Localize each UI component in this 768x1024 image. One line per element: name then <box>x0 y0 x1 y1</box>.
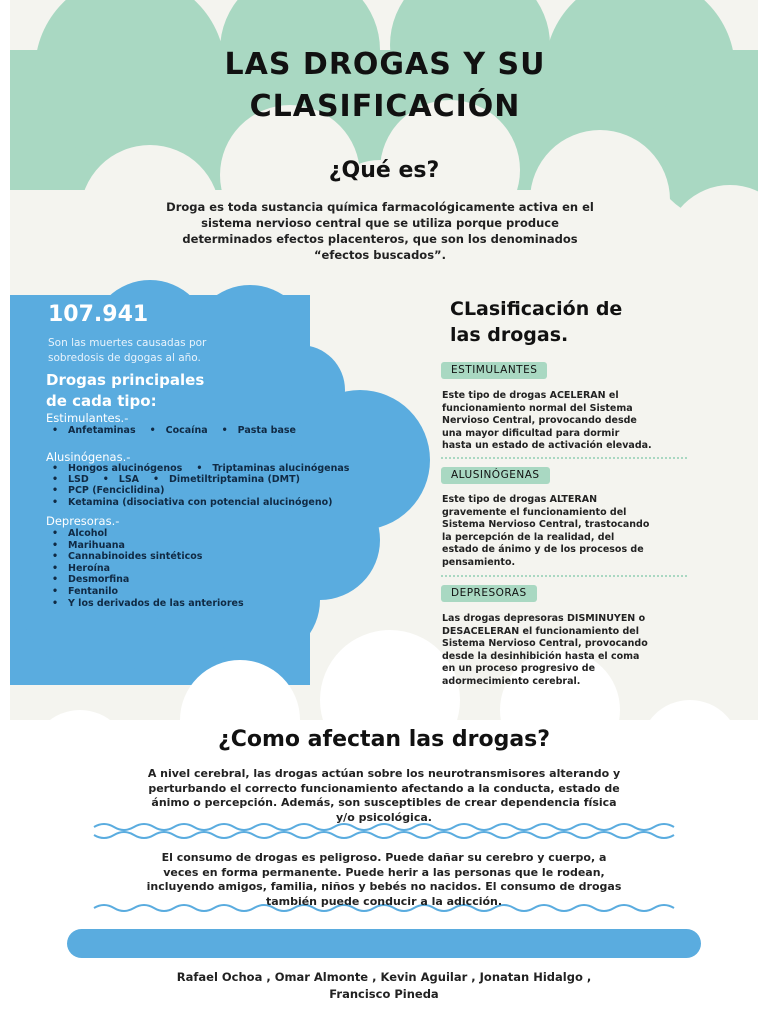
desc-line: Sistema Nervioso Central, trastocando <box>442 519 650 531</box>
clasificacion-title-line: las drogas. <box>450 324 569 346</box>
que-es-line: sistema nervioso central que se utiliza porque produce <box>201 216 559 230</box>
list-item: • Hongos alucinógenos <box>52 463 182 474</box>
title-line-2: CLASIFICACIÓN <box>249 89 521 124</box>
desc-line: DESACELERAN el funcionamiento del <box>442 625 639 637</box>
list-item: • Dimetiltriptamina (DMT) <box>153 474 300 485</box>
desc-line: la percepción de la realidad, del <box>442 531 615 543</box>
desc-line: estado de ánimo y de los procesos de <box>442 544 644 556</box>
que-es-line: determinados efectos placenteros, que son los denominados <box>182 232 578 246</box>
list-item: • Desmorfina <box>52 574 244 586</box>
list-item: • LSA <box>103 474 139 485</box>
principales-title <box>46 370 276 412</box>
que-es-line: Droga es toda sustancia química farmacológicamente activa en el <box>166 200 594 214</box>
desc-line: gravemente el funcionamiento del <box>442 506 627 518</box>
alusinogenas-row-1 <box>52 463 363 475</box>
que-es-text <box>100 199 660 263</box>
desc-line: Este tipo de drogas ALTERAN <box>442 494 598 505</box>
para-line: veces en forma permanente. Puede herir a las personas que le rodean, <box>163 865 605 879</box>
authors <box>100 969 668 1003</box>
list-item: • Ketamina (disociativa con potencial alucinógeno) <box>52 497 332 509</box>
list-item: • Marihuana <box>52 540 244 552</box>
desc-line: adormecimiento cerebral. <box>442 675 581 687</box>
desc-line: una mayor dificultad para dormir <box>442 427 620 439</box>
title-line-1: LAS DROGAS Y SU <box>224 47 546 82</box>
para-line: A nivel cerebral, las drogas actúan sobre los neurotransmisores alterando y <box>147 767 621 780</box>
deaths-stat-number: 107.941 <box>48 302 149 327</box>
desc-line: Las drogas depresoras DISMINUYEN o <box>442 613 646 624</box>
poster-title <box>150 44 620 128</box>
authors-line: Francisco Pineda <box>329 987 439 1001</box>
list-item: • Alcohol <box>52 528 244 540</box>
alusinogenas-label: Alusinógenas.- <box>46 450 131 464</box>
list-item: • PCP (Fenciclidina) <box>52 485 332 497</box>
estimulantes-badge: ESTIMULANTES <box>441 362 547 379</box>
list-item: • Anfetaminas <box>52 425 136 436</box>
blue-bar <box>67 929 701 958</box>
estimulantes-label: Estimulantes.- <box>46 411 129 425</box>
authors-line: Rafael Ochoa , Omar Almonte , Kevin Aguilar , Jonatan Hidalgo , <box>176 970 592 984</box>
clasificacion-title <box>450 296 710 348</box>
afectan-paragraph-1 <box>100 767 668 825</box>
para-line: perturbando el correcto funcionamiento afectando a la conducta, estado de <box>148 781 620 795</box>
list-item: • Y los derivados de las anteriores <box>52 598 244 610</box>
afectan-heading: ¿Como afectan las drogas? <box>217 727 551 752</box>
principales-title-line: Drogas principales <box>46 371 205 389</box>
desc-line: hasta un estado de activación elevada. <box>442 440 652 452</box>
para-line: y/o psicológica. <box>336 810 432 824</box>
list-item: • LSD <box>52 474 89 485</box>
desc-line: Sistema Nervioso Central, provocando <box>442 638 648 650</box>
depresoras-badge: DEPRESORAS <box>441 585 537 602</box>
desc-line: Nervioso Central, provocando desde <box>442 415 637 427</box>
para-line: incluyendo amigos, familia, niños y bebés no nacidos. El consumo de drogas <box>146 880 622 893</box>
list-item: • Pasta base <box>222 425 296 436</box>
depresoras-list <box>52 528 244 609</box>
principales-title-line: de cada tipo: <box>46 392 157 410</box>
desc-line: en un proceso progresivo de <box>442 663 596 675</box>
afectan-paragraph-2 <box>100 851 668 909</box>
que-es-line: “efectos buscados”. <box>314 248 446 262</box>
depresoras-description <box>442 613 692 689</box>
estimulantes-description <box>442 390 692 453</box>
para-line: ánimo o percepción. Además, son susceptibles de crear dependencia física <box>151 796 617 809</box>
list-item: • Triptaminas alucinógenas <box>196 463 349 474</box>
depresoras-label: Depresoras.- <box>46 514 120 528</box>
desc-line: pensamiento. <box>442 556 516 568</box>
dotted-divider <box>441 457 687 459</box>
para-line: El consumo de drogas es peligroso. Puede dañar su cerebro y cuerpo, a <box>161 851 607 864</box>
stat-line: Son las muertes causadas por <box>48 337 207 349</box>
alusinogenas-description <box>442 494 692 570</box>
estimulantes-list <box>52 425 310 437</box>
desc-line: desde la desinhibición hasta el coma <box>442 650 640 662</box>
desc-line: Este tipo de drogas ACELERAN el <box>442 390 619 401</box>
alusinogenas-badge: ALUSINÓGENAS <box>441 467 550 484</box>
stat-line: sobredosis de dgogas al año. <box>48 352 201 364</box>
list-item: • Cocaína <box>150 425 208 436</box>
desc-line: funcionamiento normal del Sistema <box>442 402 633 414</box>
alusinogenas-list <box>52 485 332 508</box>
alusinogenas-row-2 <box>52 474 314 486</box>
para-line: también puede conducir a la adicción. <box>265 894 503 908</box>
deaths-stat-text <box>48 336 288 366</box>
list-item: • Heroína <box>52 563 244 575</box>
list-item: • Fentanilo <box>52 586 244 598</box>
clasificacion-title-line: CLasificación de <box>450 298 623 320</box>
list-item: • Cannabinoides sintéticos <box>52 551 244 563</box>
que-es-heading: ¿Qué es? <box>328 158 440 183</box>
dotted-divider <box>441 575 687 577</box>
